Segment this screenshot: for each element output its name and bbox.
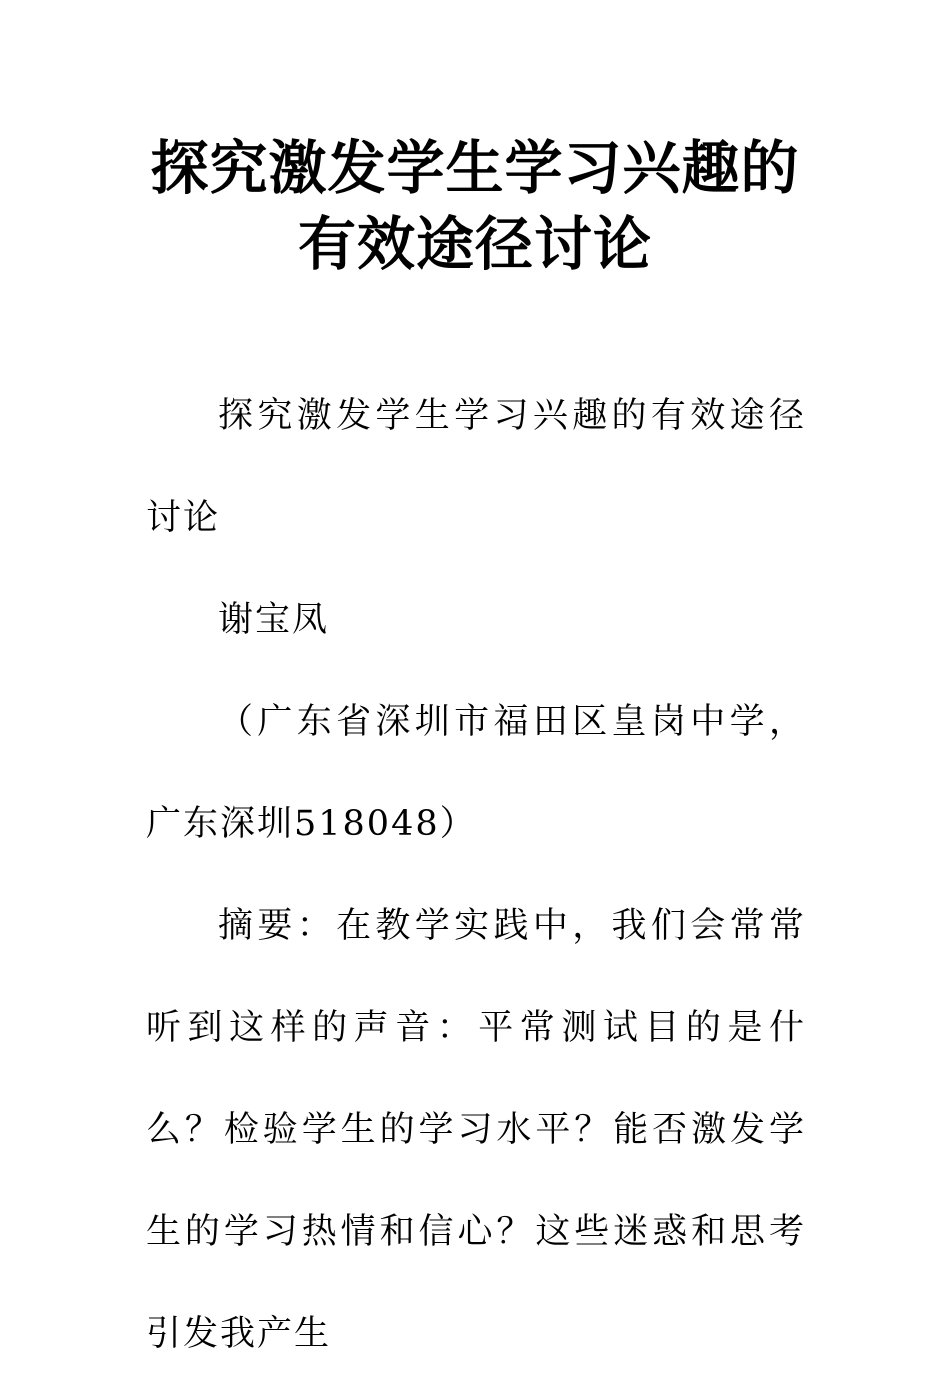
body-paragraph-author: 谢宝凤 (218, 600, 330, 640)
document-body (146, 365, 806, 1385)
body-paragraph-repeat-title: 探究激发学生学习兴趣的有效途径讨论 (146, 396, 806, 538)
body-paragraph-affiliation: （广东省深圳市福田区皇岗中学，广东深圳518048） (146, 702, 806, 844)
body-paragraph-abstract: 摘要：在教学实践中，我们会常常听到这样的声音：平常测试目的是什么？检验学生的学习水平？能否激发学生的学习热情和信心？这些迷惑和思考引发我产生 (146, 906, 806, 1354)
document-title-line-2: 有效途径讨论 (297, 210, 652, 278)
document-title-line-1: 探究激发学生学习兴趣的 (150, 134, 800, 202)
